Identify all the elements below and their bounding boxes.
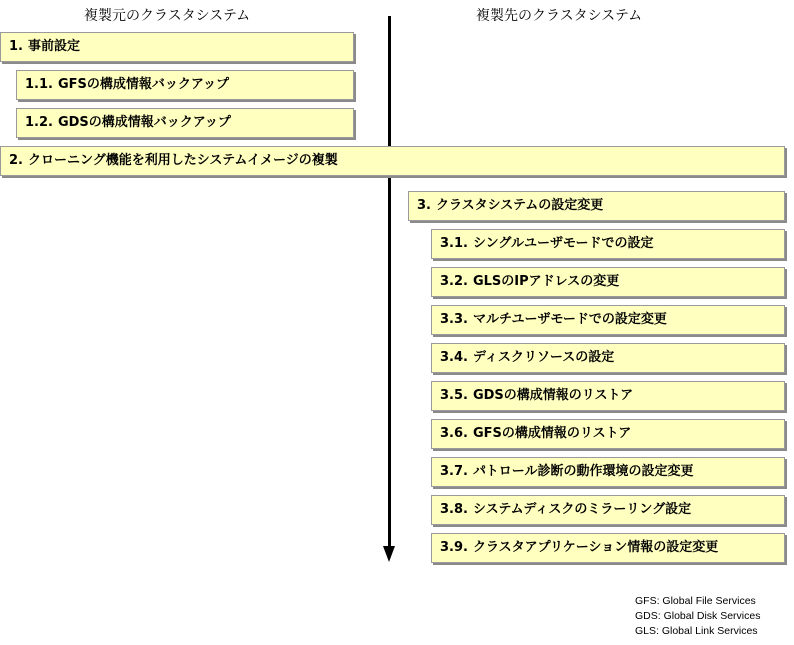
source-cluster-heading: 複製元のクラスタシステム <box>84 8 251 24</box>
target-cluster-heading: 複製先のクラスタシステム <box>476 8 643 24</box>
step-3-2-box <box>431 267 785 297</box>
time-axis-arrowhead <box>383 546 395 562</box>
step-number: 3.7. <box>440 464 468 479</box>
step-label: ディスクリソースの設定 <box>472 350 615 365</box>
step-label: シングルユーザモードでの設定 <box>472 236 654 251</box>
step-1-box <box>0 32 354 62</box>
step-3-7-box <box>431 457 785 487</box>
legend-gfs: GFS: Global File Services <box>635 595 756 607</box>
step-2-box <box>0 146 785 176</box>
step-number: 3.9. <box>440 540 468 555</box>
step-number: 3.1. <box>440 236 468 251</box>
step-label: クローニング機能を利用したシステムイメージの複製 <box>27 153 338 168</box>
step-label: GDSの構成情報バックアップ <box>57 115 231 130</box>
step-number: 3. <box>417 198 431 213</box>
step-3-5-box <box>431 381 785 411</box>
step-number: 3.3. <box>440 312 468 327</box>
step-3-3-box <box>431 305 785 335</box>
step-1-2-box <box>16 108 354 138</box>
step-3-9-box <box>431 533 785 563</box>
step-label: GDSの構成情報のリストア <box>472 388 634 403</box>
step-label: 事前設定 <box>27 39 80 54</box>
step-label: システムディスクのミラーリング設定 <box>472 502 692 517</box>
time-axis-line <box>388 16 391 548</box>
step-number: 1.1. <box>25 77 53 92</box>
abbreviation-legend <box>635 594 760 639</box>
step-1-1-box <box>16 70 354 100</box>
legend-gls: GLS: Global Link Services <box>635 625 758 637</box>
step-label: GFSの構成情報バックアップ <box>57 77 229 92</box>
step-label: クラスタアプリケーション情報の設定変更 <box>472 540 719 555</box>
step-3-box <box>408 191 785 221</box>
step-label: パトロール診断の動作環境の設定変更 <box>472 464 694 479</box>
step-3-8-box <box>431 495 785 525</box>
step-number: 1.2. <box>25 115 53 130</box>
step-label: マルチユーザモードでの設定変更 <box>472 312 667 327</box>
step-number: 3.2. <box>440 274 468 289</box>
step-3-1-box <box>431 229 785 259</box>
step-number: 3.4. <box>440 350 468 365</box>
step-3-6-box <box>431 419 785 449</box>
step-label: GLSのIPアドレスの変更 <box>472 274 620 289</box>
step-label: GFSの構成情報のリストア <box>472 426 632 441</box>
step-number: 3.8. <box>440 502 468 517</box>
step-number: 2. <box>9 153 23 168</box>
step-3-4-box <box>431 343 785 373</box>
step-number: 3.6. <box>440 426 468 441</box>
step-number: 3.5. <box>440 388 468 403</box>
step-label: クラスタシステムの設定変更 <box>435 198 604 213</box>
step-number: 1. <box>9 39 23 54</box>
legend-gds: GDS: Global Disk Services <box>635 610 761 622</box>
